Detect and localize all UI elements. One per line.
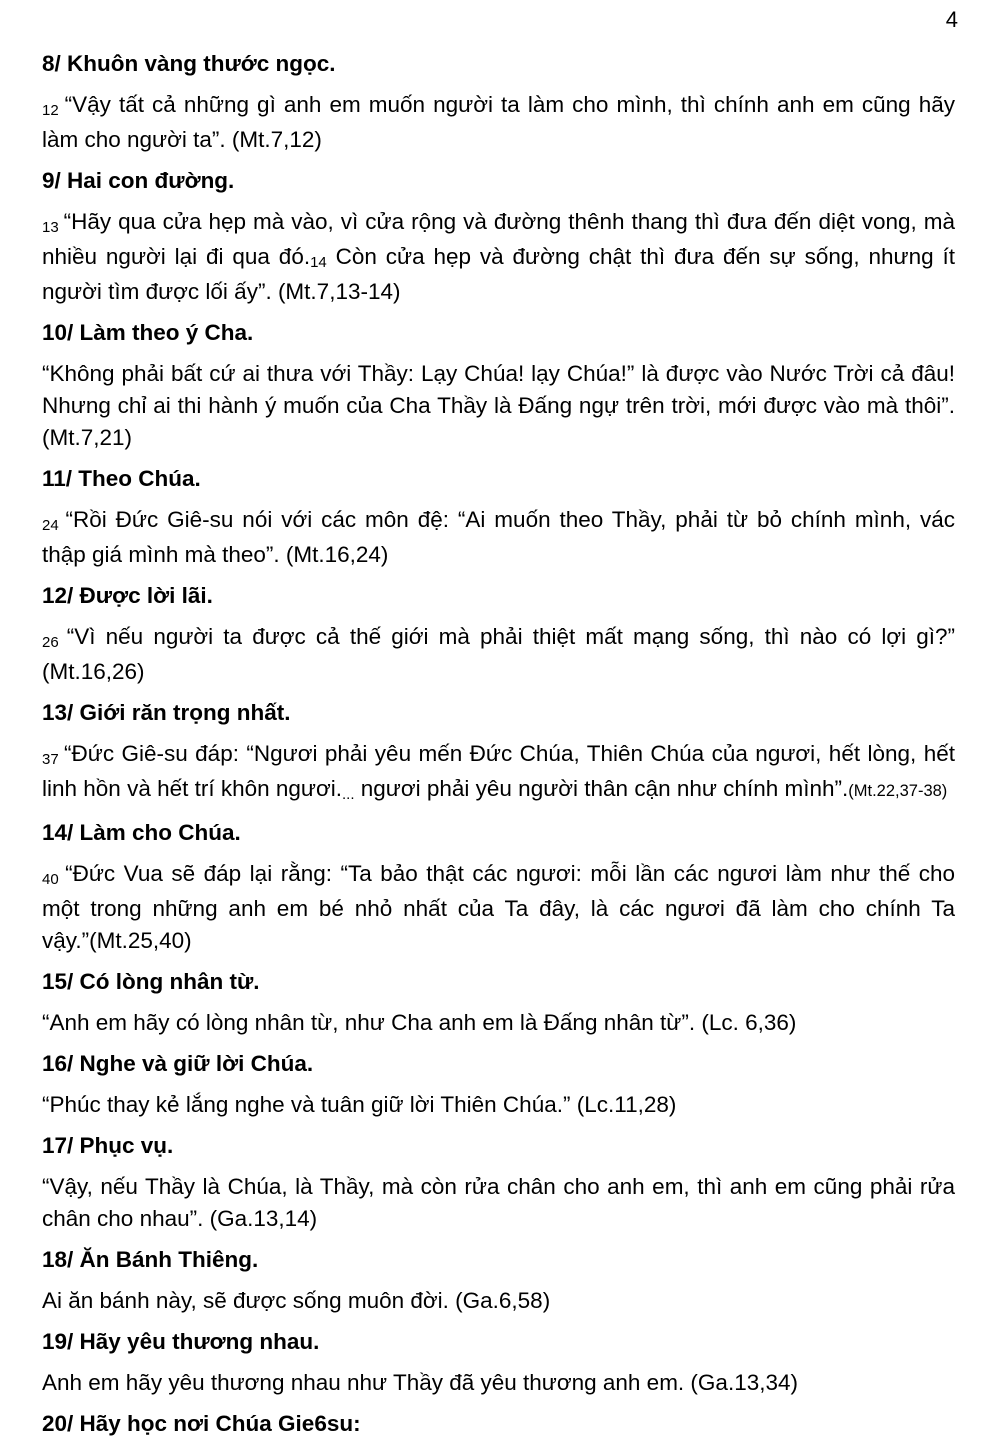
scripture-text: “Anh em hãy có lòng nhân từ, như Cha anh em là Đấng nhân từ”. (Lc. 6,36) xyxy=(42,1010,797,1035)
scripture-paragraph xyxy=(42,206,955,308)
scripture-paragraph xyxy=(42,738,955,808)
verse-number: 40 xyxy=(42,871,66,888)
section-heading: 11/ Theo Chúa. xyxy=(42,466,201,491)
scripture-text: “Vì nếu người ta được cả thế giới mà phải thiệt mất mạng sống, thì nào có lợi gì?” (Mt.16,26) xyxy=(42,624,955,684)
scripture-text: Anh em hãy yêu thương nhau như Thầy đã yêu thương anh em. (Ga.13,34) xyxy=(42,1370,798,1395)
scripture-text: “Đức Vua sẽ đáp lại rằng: “Ta bảo thật các ngươi: mỗi lần các ngươi làm như thế cho một trong những anh em bé nhỏ nhất của Ta đây, là các ngươi đã làm cho chính Ta vậy.”(Mt.25,40) xyxy=(42,861,955,953)
scripture-paragraph xyxy=(42,358,955,454)
scripture-text: “Hãy qua cửa hẹp mà vào, vì cửa rộng và đường thênh thang thì đưa đến diệt vong, mà nhiều người lại đi qua đó. xyxy=(42,209,956,269)
scripture-text: “Phúc thay kẻ lắng nghe và tuân giữ lời Thiên Chúa.” (Lc.11,28) xyxy=(42,1092,677,1117)
citation-small: (Mt.22,37-38) xyxy=(848,782,948,800)
section-heading: 19/ Hãy yêu thương nhau. xyxy=(42,1329,320,1354)
scripture-text: “Rồi Đức Giê-su nói với các môn đệ: “Ai muốn theo Thầy, phải từ bỏ chính mình, vác thập giá mình mà theo”. (Mt.16,24) xyxy=(42,507,956,567)
section-heading: 18/ Ăn Bánh Thiêng. xyxy=(42,1247,259,1272)
verse-number: 26 xyxy=(42,634,67,651)
verse-number: 14 xyxy=(310,254,327,271)
scripture-paragraph xyxy=(42,504,955,571)
section-heading: 8/ Khuôn vàng thước ngọc. xyxy=(42,51,336,76)
verse-number: 24 xyxy=(42,517,66,534)
scripture-text: ngươi phải yêu người thân cận như chính mình”. xyxy=(354,776,849,801)
section-heading: 12/ Được lời lãi. xyxy=(42,583,213,608)
scripture-text: “Vậy tất cả những gì anh em muốn người ta làm cho mình, thì chính anh em cũng hãy làm cho người ta”. (Mt.7,12) xyxy=(42,92,956,152)
scripture-paragraph xyxy=(42,1285,955,1317)
verse-number: 12 xyxy=(42,102,65,119)
section-heading: 15/ Có lòng nhân từ. xyxy=(42,969,260,994)
scripture-paragraph xyxy=(42,621,955,688)
scripture-paragraph xyxy=(42,1007,955,1039)
scripture-text: “Vậy, nếu Thầy là Chúa, là Thầy, mà còn rửa chân cho anh em, thì anh em cũng phải rửa chân cho nhau”. (Ga.13,14) xyxy=(42,1174,955,1231)
section-heading: 20/ Hãy học nơi Chúa Gie6su: xyxy=(42,1411,361,1436)
section-heading: 9/ Hai con đường. xyxy=(42,168,235,193)
scripture-paragraph xyxy=(42,1089,955,1121)
scripture-text: “Đức Giê-su đáp: “Ngươi phải yêu mến Đức Chúa, Thiên Chúa của ngươi, hết lòng, hết linh hồn và hết trí khôn ngươi. xyxy=(42,741,955,801)
verse-number: 13 xyxy=(42,219,64,236)
section-heading: 10/ Làm theo ý Cha. xyxy=(42,320,254,345)
verse-number: 37 xyxy=(42,751,65,768)
scripture-paragraph xyxy=(42,858,955,957)
scripture-paragraph xyxy=(42,1367,955,1399)
section-heading: 14/ Làm cho Chúa. xyxy=(42,820,241,845)
section-heading: 16/ Nghe và giữ lời Chúa. xyxy=(42,1051,314,1076)
scripture-text: Còn cửa hẹp và đường chật thì đưa đến sự sống, nhưng ít người tìm được lối ấy”. (Mt.7,13-14) xyxy=(42,244,955,304)
scripture-paragraph xyxy=(42,1171,955,1235)
section-heading: 17/ Phục vụ. xyxy=(42,1133,174,1158)
verse-number: ... xyxy=(342,786,355,803)
scripture-paragraph xyxy=(42,89,955,156)
scripture-text: Ai ăn bánh này, sẽ được sống muôn đời. (Ga.6,58) xyxy=(42,1288,551,1313)
page-number: 4 xyxy=(945,7,958,32)
section-heading: 13/ Giới răn trọng nhất. xyxy=(42,700,291,725)
scripture-text: “Không phải bất cứ ai thưa với Thầy: Lạy Chúa! lạy Chúa!” là được vào Nước Trời cả đâu! Nhưng chỉ ai thi hành ý muốn của Cha Thầy là Đấng ngự trên trời, mới được vào mà thôi”. (Mt.7,21) xyxy=(42,361,955,450)
